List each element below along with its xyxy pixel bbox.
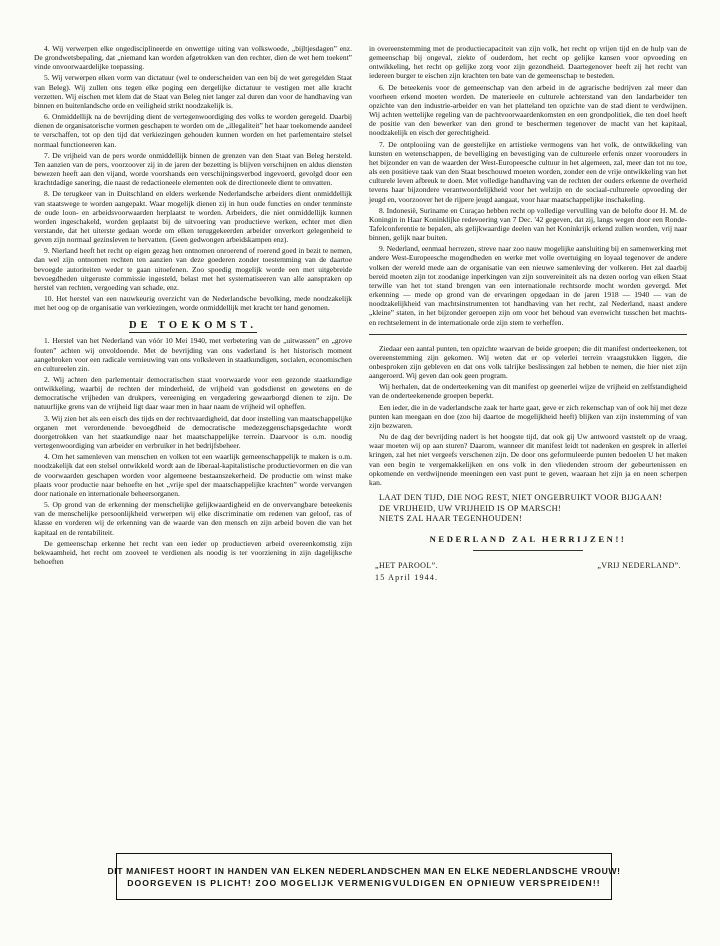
paragraph: 6. Onmiddellijk na de bevrijding dient de vertegenwoordiging des volks te worden geregeld. Daarbij dienen de organisatorische vormen geschapen te worden om de „illegaliteit” het haar toekomende aandeel te verschaffen, tot op den tijd dat verkiezingen gehouden kunnen worden en het parlementaire stelsel normaal functioneeren kan. bbox=[34, 112, 352, 149]
paragraph: 4. Om het samenleven van menschen en volken tot een waarlijk gemeenschappelijk te maken is o.m. noodzakelijk dat een stelsel ontwikkeld wordt aan de liberaal-kapitalistische productievormen en die van de voorwaarden geschapen worden voor algemeene bestaanszekerheid. De productie om winst make plaats voor productie naar behoefte en het „vrije spel der maatschappelijke krachten” worde vervangen door nationale en internationale beheersorganen. bbox=[34, 452, 352, 498]
section-heading-text: DE TOEKOMST. bbox=[129, 320, 257, 332]
paragraph: Een ieder, die in de vaderlandsche zaak ter harte gaat, geve er zich rekenschap van of ook hij met deze punten kan meegaan en doe (zoo hij daartoe de mogelijkheid heeft) blijken van zijn instemming of van zijn bezwaren. bbox=[369, 402, 687, 430]
paragraph: 1. Herstel van het Nederland van vóór 10 Mei 1940, met verbetering van de „uitwassen” en „grove fouten” achten wij onvoldoende. Met de bevrijding van ons vaderland is het historisch moment aangebroken voor een radicale vernieuwing van ons volksleven in staatkundigen, socialen, economischen en cultureelen zin. bbox=[34, 336, 352, 373]
paragraph: 3. Wij zien het als een eisch des tijds en der rechtvaardigheid, dat door instelling van maatschappelijke organen met verordenende bevoegdheid de democratische medezeggenschapsgedachte wordt doorgetrokken van het staatkundige naar het maatschappelijke terrein. Daarvoor is o.m. noodig vertegenwoordiging van arbeider en verbruiker in het bedrijfsbeheer. bbox=[34, 413, 352, 451]
divider bbox=[369, 334, 687, 335]
paragraph: 10. Het herstel van een nauwkeurig overzicht van de Nederlandsche bevolking, mede noodzakelijk met het oog op de organisatie van verkiezingen, worde onmiddellijk met kracht ter hand genomen. bbox=[34, 294, 352, 313]
paragraph: 4. Wij verwerpen elke ongedisciplineerde en onwettige uiting van volkswoede, „bijltjesdagen” enz. De grondwetsbepaling, dat „niemand kan worden afgetrokken van den rechter, dien de wet hem toekent” vinde onvoorwaardelijke toepassing. bbox=[34, 44, 352, 72]
paragraph: 5. Op grond van de erkenning der menschelijke gelijkwaardigheid en de onvervangbare beteekenis van de menschelijke persoonlijkheid verwerpen wij elke discriminatie om redenen van geloof, ras of klasse en vorderen wij de erkenning van de waarde van den mensch en zijn arbeid boven die van het kapitaal en de rentabiliteit. bbox=[34, 500, 352, 537]
signature-row bbox=[375, 561, 681, 570]
paragraph: 8. De terugkeer van in Duitschland en elders werkende Nederlandsche arbeiders dient onmiddellijk van staatswege te worden aangepakt. Waar mogelijk dienen zij in hun oude functies en onder tenminste de oude loon- en arbeidsvoorwaarden herplaatst te worden. Arbeiders, die niet onmiddellijk kunnen worden ingeschakeld, worden geplaatst bij de uitvoering van productieve werken, echter met dien verstande, dat het uiterste gedaan worde om elken teruggekeerden arbeider onverkort gelegenheid te geven zijn normaal gezinsleven te hervatten. (Geen gedwongen arbeidskampen enz). bbox=[34, 189, 352, 245]
paragraph: 9. Nederland, eenmaal herrezen, streve naar zoo nauw mogelijke aansluiting bij en samenwerking met andere West-Europeesche mogendheden en werke met volle overtuiging en loyaal tegenover de andere volken der wereld mede aan de organisatie van een nieuwe samenleving der volkeren. Het zal daarbij bereid moeten zijn tot zoodanige inperkingen van zijn souvereiniteit als na dezen oorlog van elken Staat terwille van het tot stand brengen van een internationale rechtsorde mocht worden gevergd. Met erkenning — mede op grond van de ervaringen opgedaan in de jaren 1918 — 1940 — van de noodzakelijkheid van machtsinstrumenten tot handhaving van het recht, zal Nederland, naast andere „kleine” staten, in het bijzonder geroepen zijn om voor het behoud van evenwicht tusschen het machts- en rechtselement in de internationale orde zijn stem te verheffen. bbox=[369, 244, 687, 327]
paragraph: 6. De beteekenis voor de gemeenschap van den arbeid in de agrarische bedrijven zal meer dan voorheen erkend moeten worden. De materieele en culturele achterstand van den landarbeider ten opzichte van den industrie-arbeider en van het platteland ten opzichte van de stad dient te verdwijnen. Wij achten wettelijke regeling van de pachtvoorwaardenkomsten en een grondpolitiek, die ten doel heeft de positie van den bewerker van den grond te beschermen tegenover de macht van het kapitaal, noodzakelijk en eisch der gerechtigheid. bbox=[369, 82, 687, 138]
paragraph: in overeenstemming met de productiecapaciteit van zijn volk, het recht op vrijen tijd en de hulp van de gemeenschap bij ongeval, ziekte of ouderdom, het recht op gelijke kansen voor opvoeding en ontwikkeling, het recht op gelijke zorg voor zijn gezondheid. Daartegenover heeft zij het recht van iedereen burger te eischen zijn krachten ten bate van de gemeenschap te besteden. bbox=[369, 44, 687, 81]
paragraph: Wij herhalen, dat de onderteekening van dit manifest op geenerlei wijze de vrijheid en zelfstandigheid van de onderteekenende groepen beperkt. bbox=[369, 382, 687, 401]
date: 15 April 1944. bbox=[375, 572, 439, 582]
divider bbox=[473, 550, 583, 551]
right-column bbox=[369, 44, 687, 582]
footer-line: DOORGEVEN IS PLICHT! ZOO MOGELIJK VERMENIGVULDIGEN EN OPNIEUW VERSPREIDEN!! bbox=[127, 877, 601, 888]
footer-line: DIT MANIFEST HOORT IN HANDEN VAN ELKEN NEDERLANDSCHEN MAN EN ELKE NEDERLANDSCHE VROUW! bbox=[107, 865, 621, 876]
paragraph: Ziedaar een aantal punten, ten opzichte waarvan de beide groepen; die dit manifest onderteekenen, tot overeenstemming zijn gekomen. Wij weten dat er op velerlei terrein vraagstukken liggen, die onbesproken zijn gebleven en dat ons volk talrijke beslissingen zal hebben te nemen, die hier niet zijn aangeroerd. Wij geven dan ook geen program. bbox=[369, 343, 687, 381]
caps-line: DE VRIJHEID, UW VRIJHEID IS OP MARSCH! bbox=[379, 503, 562, 513]
paragraph: 8. Indonesië, Suriname en Curaçao hebben recht op volledige vervulling van de belofte door H. M. de Koningin in Haar Koninklijke redevoering van 7 Dec. '42 gegeven, dat zij, langs wegen door een Ronde-Tafelconferentie te bepalen, als gelijkwaardige deelen van het Koninkrijk erkend zullen worden, vrij naar binnen, gelijk naar buiten. bbox=[369, 205, 687, 243]
left-column bbox=[34, 44, 352, 568]
paragraph: 5. Wij verwerpen elken vorm van dictatuur (wel te onderscheiden van een bij de wet geregelden Staat van Beleg). Wij zullen ons tegen elke poging een dergelijke dictatuur te vestigen met alle kracht verzetten. Wij eischen met klem dat de Staat van Beleg niet langer zal duren dan voor de handhaving van binnen en buitenlandsche orde en veiligheid strikt noodzakelijk is. bbox=[34, 73, 352, 110]
paragraph: De gemeenschap erkenne het recht van een ieder op productieven arbeid overeenkomstig zijn bekwaamheid, het recht om zooveel te verdienen als noodig is ter voorziening in zijn dagelijksche behoeften bbox=[34, 538, 352, 566]
signature-het-parool: „HET PAROOL”. bbox=[375, 560, 438, 570]
caps-line: NIETS ZAL HAAR TEGENHOUDEN! bbox=[379, 514, 523, 524]
paragraph: 9. Nierland heeft het recht op eigen gezag hen ontnomen onroerend of roerend goed in bezit te nemen, dan wel zijn ontnomen rechten ten aanzien van deze goederen zonder toestemming van de daartoe bevoegde autoriteiten weder te gaan uitoefenen. Zoo spoedig mogelijk worde een met uitgebreide bevoegdheden uitgeruste commissie ingesteld, belast met het systematiseeren van alle aanspraken op herstel van rechten, vergoeding van schade, enz. bbox=[34, 246, 352, 292]
paragraph: 2. Wij achten den parlementair democratischen staat voorwaarde voor een gezonde staatkundige ontwikkeling, waarbij de rechten der minderheid, de vrijheid van godsdienst en gewetens en de democratische vrijheden van drukpers, vereeniging en vergadering gewaarborgd dienen te zijn. De natuurlijke grens van de vrijheid ligt daar waar men in haar naam de vrijheid wil opheffen. bbox=[34, 375, 352, 412]
footer-box bbox=[107, 853, 621, 900]
paragraph: Nu de dag der bevrijding nadert is het hoogste tijd, dat ook gij Uw antwoord vaststelt op de vraag, waar moeten wij op aan sturen? Daarom, wanneer dit manifest leidt tot nadenken en gesprek in allerlei kringen, zal het niet vergeefs verschenen zijn. De door ons geformuleerde punten bedoelen U het maken van een begin te vergemakkelijken en ons volk in den vliedenden stroom der gebeurtenissen en opkomende en verdwijnende meeningen een vast punt te geven, waaraan het zijn ja en neen scherpen kan. bbox=[369, 432, 687, 487]
caps-line: LAAT DEN TIJD, DIE NOG REST, NIET ONGEBRUIKT VOOR BIJGAAN! bbox=[379, 493, 663, 503]
caps-block bbox=[369, 493, 687, 525]
rallying-cry: NEDERLAND ZAL HERRIJZEN!! bbox=[429, 533, 627, 544]
signature-vrij-nederland: „VRIJ NEDERLAND”. bbox=[597, 560, 681, 570]
paragraph: 7. De ontplooiing van de geestelijke en artistieke vermogens van het volk, de ontwikkeling van kunsten en wetenschappen, de bevelliging en bevestiging van de cultureele erfenis onzer voorouders in het bijzonder en van de waarden der West-Europeesche cultuur in het algemeen, zal, meer dan tot nu toe, als een positieve taak van den Staat beschouwd moeten worden, zonder een de vrije ontwikkeling van het culturele leven afbreuk te doen. Met volledige handhaving van de rechten der ouders erkenne de overheid tevens haar bijzondere verantwoordelijkheid voor het welzijn en de sociaal-cultureele opvoeding der jeugd en, voorzoover het de rijpere jeugd aangaat, voor haar maatschappelijke inschakeling. bbox=[369, 139, 687, 204]
paragraph: 7. De vrijheid van de pers worde onmiddellijk binnen de grenzen van den Staat van Beleg hersteld. Ten aanzien van de pers, voorzoover zij in de jaren der bezetting is blijven verschijnen en aldus diensten bewezen heeft aan den vijand, worde voorshands een verschijningsverbod ingevoerd, gevolgd door een krachtdadige sanering, die naast de redactioneele elementen ook de directioneele dient te omvatten. bbox=[34, 150, 352, 188]
section-heading bbox=[34, 320, 352, 331]
